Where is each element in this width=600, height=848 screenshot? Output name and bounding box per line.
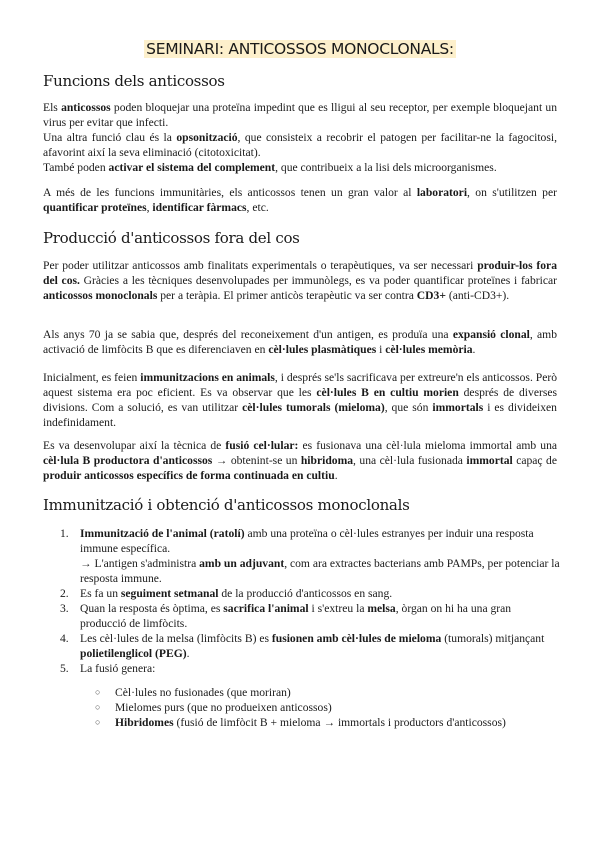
section-heading-funcions: Funcions dels anticossos (43, 72, 225, 90)
list-item: 3. Quan la resposta és òptima, es sacrifica l'animal i s'extreu la melsa, òrgan on hi ha una gran producció de limfòcits. (60, 602, 512, 630)
sub-list-item: ○ Cèl·lules no fusionades (que moriran) (95, 686, 291, 699)
sub-list-item: ○ Mielomes purs (que no produeixen anticossos) (95, 701, 332, 714)
sub-list-item: ○ Hibridomes (fusió de limfòcit B + mieloma → immortals i productors d'anticossos) (95, 716, 506, 729)
section-heading-immunitzacio: Immunització i obtenció d'anticossos monoclonals (43, 496, 410, 514)
list-item: 5. La fusió genera: (60, 662, 156, 675)
paragraph-produccio-3: Inicialment, es feien immunitzacions en animals, i després se'ls sacrificava per extreure'n els anticossos. Però aquest sistema era poc eficient. Es va observar que les cèl·lules B en cultiu morien després de diverses divisions. Com a solució, es van utilitzar cèl·lules tumorals (mieloma), que són immortals i es divideixen indefinidament. (43, 371, 558, 429)
paragraph-funcions-1: Els anticossos poden bloquejar una proteïna impedint que es lligui al seu receptor, per exemple bloquejant un virus per evitar que infecti. Una altra funció clau és la opsonització, que consisteix a recobrir el patogen per facilitar-ne la fagocitosi, afavorint així la seva eliminació (citotoxicitat). També poden activar el sistema del complement, que contribueix a la lisi dels microorganismes. (43, 101, 558, 174)
page-title: SEMINARI: ANTICOSSOS MONOCLONALS: (146, 40, 454, 58)
section-heading-produccio: Producció d'anticossos fora del cos (43, 229, 300, 247)
paragraph-funcions-2: A més de les funcions immunitàries, els anticossos tenen un gran valor al laboratori, on s'utilitzen per quantificar proteïnes, identificar fàrmacs, etc. (43, 186, 557, 214)
paragraph-produccio-1: Per poder utilitzar anticossos amb finalitats experimentals o terapèutiques, va ser necessari produir-los fora del cos. Gràcies a les tècniques desenvolupades per immunòlegs, es va poder quantificar proteïnes i fabricar anticossos monoclonals per a teràpia. El primer anticòs terapèutic va ser contra CD3+ (anti-CD3+). (43, 259, 557, 302)
sub-list (95, 685, 565, 730)
title-container (0, 40, 600, 59)
circle-bullet-icon: ○ (95, 702, 101, 712)
paragraph-produccio-4: Es va desenvolupar així la tècnica de fusió cel·lular: es fusionava una cèl·lula mieloma immortal amb una cèl·lula B productora d'anticossos → obtenint-se un hibridoma, una cèl·lula fusionada immortal capaç de produir anticossos específics de forma continuada en cultiu. (43, 439, 558, 482)
list-item: 2. Es fa un seguiment setmanal de la producció d'anticossos en sang. (60, 587, 393, 600)
list-item: 4. Les cèl·lules de la melsa (limfòcits B) es fusionen amb cèl·lules de mieloma (tumorals) mitjançant polietilenglicol (PEG). (60, 632, 545, 660)
steps-list (60, 526, 560, 676)
circle-bullet-icon: ○ (95, 717, 101, 727)
circle-bullet-icon: ○ (95, 687, 101, 697)
paragraph-produccio-2: Als anys 70 ja se sabia que, després del reconeixement d'un antigen, es produïa una expansió clonal, amb activació de limfòcits B que es diferenciaven en cèl·lules plasmàtiques i cèl·lules memòria. (43, 328, 557, 356)
list-item: 1. Immunització de l'animal (ratolí) amb una proteïna o cèl·lules estranyes per induir una resposta immune específica. → L'antigen s'administra amb un adjuvant, com ara extractes bacterians amb PAMPs, per potenciar la resposta immune. (60, 527, 560, 585)
